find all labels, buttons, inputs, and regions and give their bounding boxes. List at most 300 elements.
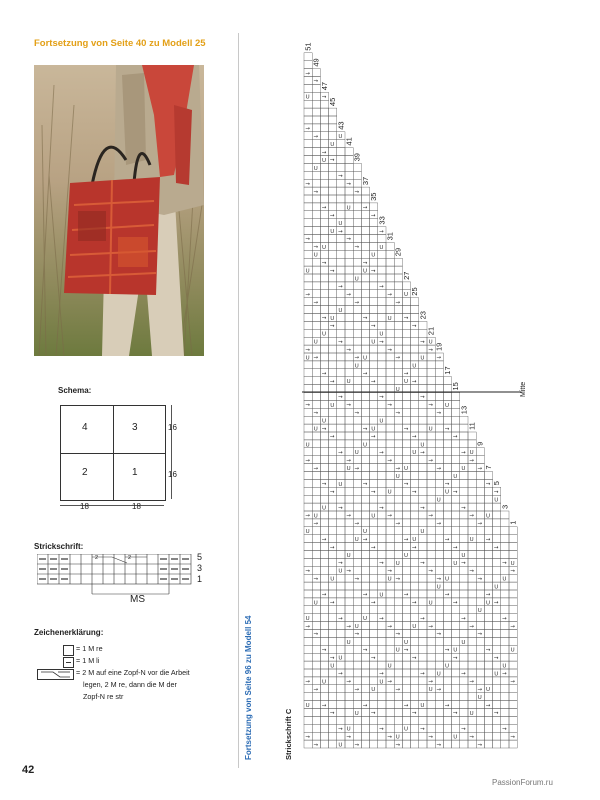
- chart-cell: [370, 740, 378, 748]
- chart-cell: [312, 100, 320, 108]
- chart-cell: [353, 440, 361, 448]
- chart-cell: [370, 385, 378, 393]
- chart-cell-symbol: U: [354, 276, 359, 283]
- chart-cell-symbol: →: [469, 513, 474, 520]
- chart-cell: [329, 622, 337, 630]
- chart-row-number: 25: [410, 287, 420, 296]
- chart-cell-symbol: U: [330, 663, 335, 670]
- chart-cell: [386, 298, 394, 306]
- chart-cell: [337, 432, 345, 440]
- chart-cell-symbol: U: [379, 679, 384, 686]
- chart-cell: [329, 306, 337, 314]
- chart-cell: [435, 527, 443, 535]
- chart-cell: [427, 740, 435, 748]
- chart-cell: [353, 432, 361, 440]
- chart-cell: [427, 582, 435, 590]
- chart-cell-symbol: U: [486, 600, 491, 607]
- schema-panel-1: 1: [132, 467, 138, 478]
- chart-cell-symbol: →: [452, 489, 458, 496]
- chart-cell: [402, 677, 410, 685]
- chart-cell: [476, 543, 484, 551]
- chart-cell: [345, 353, 353, 361]
- legend-item-cable-line-3: Zopf-N re str: [83, 692, 124, 701]
- chart-cell: [345, 606, 353, 614]
- chart-cell: [394, 503, 402, 511]
- chart-cell: [320, 614, 328, 622]
- chart-cell-symbol: →: [313, 355, 319, 362]
- chart-cell: [386, 693, 394, 701]
- chart-cell: [329, 187, 337, 195]
- chart-cell-symbol: U: [330, 402, 335, 409]
- chart-cell-symbol: U: [338, 655, 343, 662]
- chart-cell: [353, 424, 361, 432]
- chart-cell: [361, 637, 369, 645]
- chart-cell-symbol: U: [330, 315, 335, 322]
- chart-cell: [452, 479, 460, 487]
- chart-cell: [386, 637, 394, 645]
- chart-cell-symbol: U: [412, 363, 417, 370]
- chart-cell: [386, 582, 394, 590]
- chart-cell: [402, 558, 410, 566]
- chart-cell: [460, 740, 468, 748]
- chart-cell: [370, 329, 378, 337]
- chart-cell: [435, 503, 443, 511]
- chart-cell: [386, 440, 394, 448]
- chart-column: [476, 448, 484, 749]
- chart-cell-symbol: →: [387, 347, 392, 354]
- chart-cell: [493, 590, 501, 598]
- chart-cell-symbol: →: [305, 126, 310, 133]
- chart-cell: [509, 606, 517, 614]
- chart-cell-symbol: U: [445, 576, 450, 583]
- chart-cell: [435, 393, 443, 401]
- chart-cell: [427, 393, 435, 401]
- chart-cell: [345, 258, 353, 266]
- chart-cell-symbol: U: [363, 529, 368, 536]
- chart-cell-symbol: →: [354, 742, 360, 749]
- chart-cell: [370, 353, 378, 361]
- chart-cell: [468, 551, 476, 559]
- chart-cell: [361, 661, 369, 669]
- chart-cell: [304, 148, 312, 156]
- chart-cell: [312, 551, 320, 559]
- chart-cell: [427, 724, 435, 732]
- chart-cell-symbol: U: [313, 426, 318, 433]
- chart-cell-symbol: →: [329, 710, 335, 717]
- chart-cell: [386, 653, 394, 661]
- chart-cell: [378, 250, 386, 258]
- chart-cell: [329, 393, 337, 401]
- chart-cell: [509, 598, 517, 606]
- chart-cell: [329, 385, 337, 393]
- chart-cell: [329, 132, 337, 140]
- chart-cell-symbol: →: [329, 213, 335, 219]
- chart-cell: [320, 669, 328, 677]
- chart-cell: [320, 116, 328, 124]
- chart-cell: [304, 630, 312, 638]
- strickschrift-small-chart: [37, 554, 207, 614]
- chart-cell: [345, 171, 353, 179]
- chart-cell: [329, 416, 337, 424]
- chart-cell: [312, 645, 320, 653]
- chart-cell: [402, 298, 410, 306]
- chart-cell: [476, 622, 484, 630]
- chart-cell: [501, 543, 509, 551]
- chart-cell: [337, 472, 345, 480]
- chart-cell: [329, 732, 337, 740]
- chart-cell: [304, 448, 312, 456]
- chart-cell: [394, 345, 402, 353]
- chart-column: [493, 487, 501, 748]
- chart-cell: [501, 740, 509, 748]
- chart-cell-symbol: U: [387, 315, 392, 322]
- chart-cell: [320, 353, 328, 361]
- chart-cell: [427, 448, 435, 456]
- chart-row-number: 9: [475, 441, 485, 446]
- chart-cell: [320, 219, 328, 227]
- chart-cell: [460, 582, 468, 590]
- chart-cell: [394, 479, 402, 487]
- chart-cell-symbol: U: [477, 608, 482, 615]
- chart-cell: [501, 685, 509, 693]
- chart-cell: [443, 630, 451, 638]
- chart-cell: [460, 701, 468, 709]
- chart-cell: [329, 606, 337, 614]
- chart-cell-symbol: →: [379, 284, 384, 291]
- chart-cell: [402, 527, 410, 535]
- chart-cell-symbol: U: [453, 560, 458, 567]
- chart-cell: [452, 574, 460, 582]
- chart-row-number: 15: [451, 382, 461, 391]
- chart-cell: [345, 211, 353, 219]
- chart-cell-symbol: U: [313, 252, 318, 259]
- chart-cell-symbol: →: [420, 394, 425, 401]
- chart-cell: [361, 329, 369, 337]
- chart-cell: [476, 724, 484, 732]
- chart-cell: [427, 558, 435, 566]
- chart-cell: [345, 716, 353, 724]
- chart-cell-symbol: →: [436, 742, 442, 749]
- chart-cell: [345, 227, 353, 235]
- chart-cell-symbol: →: [354, 410, 360, 417]
- chart-cell: [411, 298, 419, 306]
- chart-cell: [361, 306, 369, 314]
- chart-cell: [337, 345, 345, 353]
- chart-cell: [304, 132, 312, 140]
- chart-cell: [312, 701, 320, 709]
- chart-cell: [402, 345, 410, 353]
- chart-cell: [345, 195, 353, 203]
- chart-cell: [304, 590, 312, 598]
- chart-cell: [394, 337, 402, 345]
- chart-cell: [337, 732, 345, 740]
- chart-cell: [419, 693, 427, 701]
- chart-cell: [435, 487, 443, 495]
- chart-cell: [493, 527, 501, 535]
- chart-cell: [353, 235, 361, 243]
- chart-cell: [320, 716, 328, 724]
- chart-cell: [419, 716, 427, 724]
- schema-height-upper: 16: [168, 423, 177, 432]
- chart-cell: [452, 661, 460, 669]
- chart-cell-symbol: →: [370, 710, 376, 717]
- chart-cell: [501, 630, 509, 638]
- chart-cell: [435, 543, 443, 551]
- chart-cell: [419, 400, 427, 408]
- chart-cell: [476, 527, 484, 535]
- chart-cell: [345, 558, 353, 566]
- chart-cell: [484, 527, 492, 535]
- chart-cell: [484, 653, 492, 661]
- chart-cell-symbol: →: [403, 647, 409, 654]
- chart-cell: [378, 566, 386, 574]
- chart-cell: [353, 606, 361, 614]
- chart-cell-symbol: →: [321, 315, 327, 322]
- chart-cell: [361, 630, 369, 638]
- chart-cell-symbol: U: [371, 339, 376, 346]
- chart-cell-symbol: →: [387, 457, 392, 464]
- chart-cell: [337, 677, 345, 685]
- chart-cell: [402, 653, 410, 661]
- chart-cell-symbol: U: [387, 663, 392, 670]
- chart-cell-symbol: U: [379, 244, 384, 251]
- chart-cell: [411, 614, 419, 622]
- chart-cell: [304, 464, 312, 472]
- chart-cell: [337, 527, 345, 535]
- chart-cell: [476, 732, 484, 740]
- chart-cell-symbol: →: [370, 323, 376, 330]
- chart-column: [370, 203, 378, 748]
- chart-cell: [370, 677, 378, 685]
- chart-cell: [493, 685, 501, 693]
- chart-cell: [329, 369, 337, 377]
- chart-cell: [402, 606, 410, 614]
- chart-cell-symbol: →: [428, 679, 433, 686]
- chart-cell: [484, 693, 492, 701]
- chart-cell: [320, 740, 328, 748]
- chart-cell: [419, 566, 427, 574]
- chart-cell: [411, 693, 419, 701]
- watermark: PassionForum.ru: [492, 778, 553, 787]
- chart-cell-symbol: U: [477, 695, 482, 702]
- chart-cell: [312, 614, 320, 622]
- chart-cell: [312, 440, 320, 448]
- chart-cell: [337, 535, 345, 543]
- chart-cell: [419, 590, 427, 598]
- chart-cell: [320, 464, 328, 472]
- chart-cell-symbol: →: [469, 457, 474, 464]
- chart-cell: [361, 495, 369, 503]
- chart-cell: [320, 108, 328, 116]
- chart-cell: [435, 716, 443, 724]
- chart-cell-symbol: →: [469, 568, 474, 575]
- chart-cell: [370, 606, 378, 614]
- chart-cell: [476, 487, 484, 495]
- chart-cell-symbol: U: [346, 379, 351, 386]
- chart-cell-symbol: →: [379, 615, 384, 622]
- chart-cell: [320, 361, 328, 369]
- chart-cell: [468, 558, 476, 566]
- chart-cell: [304, 582, 312, 590]
- chart-cell: [353, 219, 361, 227]
- chart-cell: [361, 487, 369, 495]
- chart-cell: [329, 669, 337, 677]
- chart-cell: [402, 487, 410, 495]
- chart-cell: [361, 400, 369, 408]
- chart-cell-symbol: →: [395, 521, 401, 528]
- chart-cell: [304, 408, 312, 416]
- chart-cell-symbol: U: [453, 647, 458, 654]
- chart-cell: [427, 606, 435, 614]
- chart-cell-symbol: →: [403, 481, 409, 488]
- chart-cell: [312, 321, 320, 329]
- chart-cell-symbol: →: [338, 671, 343, 678]
- chart-cell: [386, 448, 394, 456]
- chart-cell: [394, 377, 402, 385]
- chart-cell: [304, 250, 312, 258]
- chart-cell-symbol: →: [379, 394, 384, 401]
- chart-cell: [378, 440, 386, 448]
- chart-cell: [304, 369, 312, 377]
- chart-cell: [370, 630, 378, 638]
- chart-cell: [427, 503, 435, 511]
- chart-cell-symbol: →: [338, 339, 343, 346]
- chart-cell-symbol: U: [354, 450, 359, 457]
- chart-cell: [419, 630, 427, 638]
- chart-cell: [378, 574, 386, 582]
- chart-cell: [378, 637, 386, 645]
- chart-cell: [353, 211, 361, 219]
- chart-cell: [320, 290, 328, 298]
- chart-cell-symbol: U: [412, 537, 417, 544]
- chart-cell-symbol: →: [485, 592, 491, 599]
- chart-cell: [378, 472, 386, 480]
- chart-cell: [460, 543, 468, 551]
- chart-cell: [304, 274, 312, 282]
- chart-cell-symbol: →: [346, 734, 351, 741]
- chart-cell-symbol: U: [453, 734, 458, 741]
- chart-cell: [370, 551, 378, 559]
- chart-cell: [501, 598, 509, 606]
- chart-row-number: 21: [426, 326, 436, 336]
- chart-cell: [411, 558, 419, 566]
- chart-cell: [484, 582, 492, 590]
- chart-cell: [386, 630, 394, 638]
- chart-row-number: 41: [344, 137, 354, 146]
- chart-cell: [370, 440, 378, 448]
- chart-cell: [370, 661, 378, 669]
- chart-cell: [419, 732, 427, 740]
- chart-cell: [378, 424, 386, 432]
- chart-cell: [452, 448, 460, 456]
- chart-cell: [402, 685, 410, 693]
- chart-cell-symbol: →: [510, 679, 515, 686]
- chart-cell: [419, 432, 427, 440]
- chart-cell-symbol: →: [370, 600, 376, 607]
- chart-cell: [394, 424, 402, 432]
- chart-cell: [402, 329, 410, 337]
- chart-cell: [353, 416, 361, 424]
- chart-cell: [312, 282, 320, 290]
- chart-cell: [501, 677, 509, 685]
- chart-cell: [402, 661, 410, 669]
- chart-cell-symbol: U: [305, 442, 310, 449]
- chart-cell: [345, 385, 353, 393]
- chart-cell: [501, 693, 509, 701]
- chart-cell: [329, 527, 337, 535]
- chart-cell: [435, 693, 443, 701]
- chart-cell: [509, 630, 517, 638]
- chart-cell: [468, 661, 476, 669]
- chart-cell: [402, 543, 410, 551]
- chart-cell: [304, 211, 312, 219]
- chart-cell: [443, 408, 451, 416]
- legend-item-cable-line-1: = 2 M auf eine Zopf-N vor die Arbeit: [76, 668, 190, 677]
- chart-cell-symbol: U: [436, 584, 441, 591]
- chart-cell: [378, 353, 386, 361]
- chart-cell: [468, 701, 476, 709]
- chart-cell: [320, 519, 328, 527]
- chart-cell: [345, 535, 353, 543]
- chart-cell: [370, 558, 378, 566]
- chart-cell: [329, 163, 337, 171]
- chart-cell: [304, 227, 312, 235]
- chart-cell: [468, 464, 476, 472]
- chart-cell: [312, 456, 320, 464]
- chart-cell-symbol: →: [469, 679, 474, 686]
- chart-column: [484, 472, 492, 749]
- chart-cell: [394, 693, 402, 701]
- chart-cell: [411, 464, 419, 472]
- chart-cell: [312, 566, 320, 574]
- chart-cell: [337, 290, 345, 298]
- chart-cell-symbol: U: [404, 466, 409, 472]
- chart-cell: [320, 187, 328, 195]
- chart-cell: [386, 479, 394, 487]
- chart-cell: [476, 448, 484, 456]
- chart-cell: [493, 566, 501, 574]
- chart-cell: [402, 566, 410, 574]
- chart-cell-symbol: U: [404, 639, 409, 646]
- chart-cell: [468, 479, 476, 487]
- chart-cell: [452, 566, 460, 574]
- chart-cell: [427, 669, 435, 677]
- chart-cell: [435, 653, 443, 661]
- chart-cell: [378, 511, 386, 519]
- chart-cell: [304, 472, 312, 480]
- chart-cell-symbol: U: [510, 560, 515, 567]
- chart-cell-symbol: →: [370, 489, 376, 496]
- chart-cell: [394, 566, 402, 574]
- chart-cell: [411, 424, 419, 432]
- chart-cell-symbol: U: [395, 734, 400, 741]
- chart-cell: [320, 709, 328, 717]
- chart-cell: [386, 353, 394, 361]
- chart-cell: [435, 724, 443, 732]
- chart-cell: [386, 543, 394, 551]
- chart-cell: [312, 724, 320, 732]
- chart-cell: [353, 582, 361, 590]
- chart-cell: [443, 416, 451, 424]
- chart-cell: [476, 566, 484, 574]
- chart-cell-symbol: U: [313, 165, 318, 172]
- chart-cell: [452, 724, 460, 732]
- chart-cell: [419, 543, 427, 551]
- chart-cell: [402, 495, 410, 503]
- chart-cell-symbol: U: [354, 363, 359, 370]
- chart-cell: [509, 716, 517, 724]
- chart-cell-symbol: →: [370, 378, 376, 385]
